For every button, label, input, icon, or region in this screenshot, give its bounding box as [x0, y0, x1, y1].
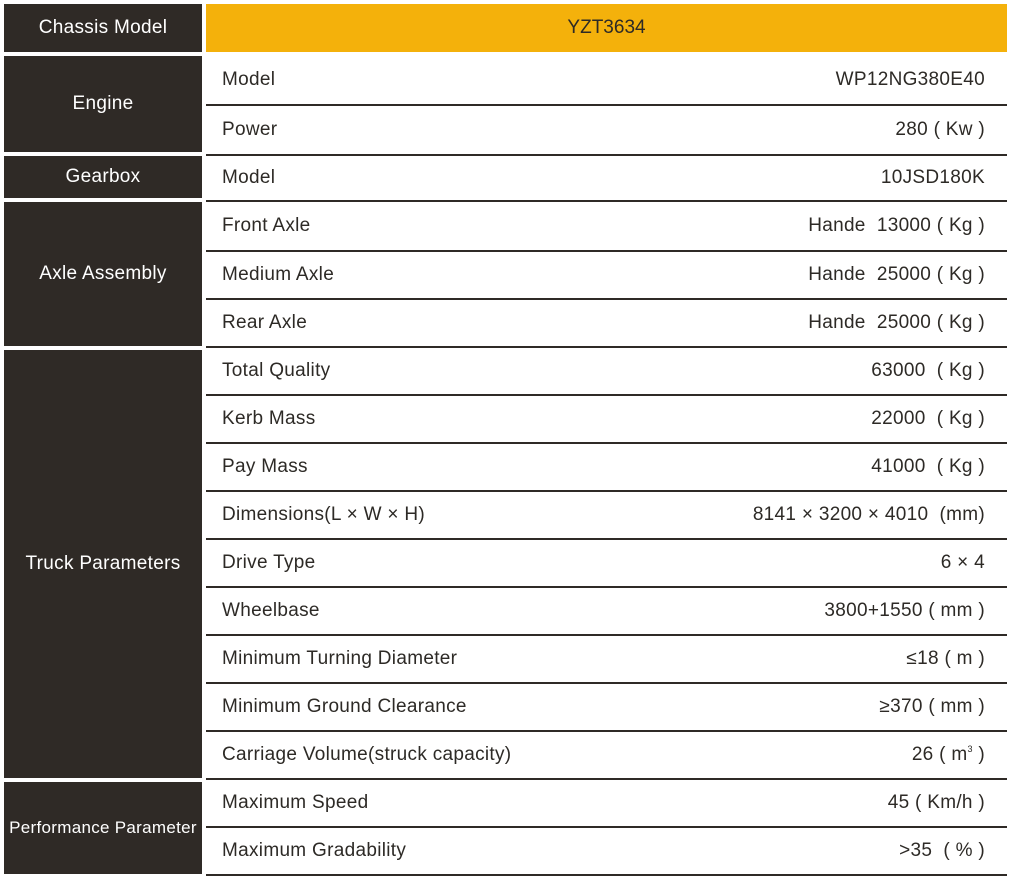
row-key: Model: [222, 69, 276, 90]
table-row: [206, 202, 1007, 252]
row-key: Total Quality: [222, 360, 331, 381]
table-row: [206, 252, 1007, 300]
row-key: Maximum Gradability: [222, 840, 407, 861]
table-row: [206, 56, 1007, 106]
row-value: WP12NG380E40: [835, 69, 985, 90]
row-key: Drive Type: [222, 552, 316, 573]
row-value: Hande 25000 ( Kg ): [808, 264, 985, 285]
row-value: 3800+1550 ( mm ): [824, 600, 985, 621]
row-value: 8141 × 3200 × 4010 (mm): [752, 504, 985, 525]
row-value: Hande 25000 ( Kg ): [808, 312, 985, 333]
row-key: Medium Axle: [222, 264, 335, 285]
row-key: Kerb Mass: [222, 408, 316, 429]
row-key: Model: [222, 167, 276, 188]
table-row: [206, 300, 1007, 348]
table-row: [206, 492, 1007, 540]
group-gearbox-label: Gearbox: [4, 156, 202, 198]
value-tail: ): [972, 744, 985, 765]
row-key: Minimum Ground Clearance: [222, 696, 467, 717]
row-key: Carriage Volume(struck capacity): [222, 744, 512, 765]
row-value: 45 ( Km/h ): [887, 792, 985, 813]
group-performance-parameter-label: Performance Parameter: [4, 782, 202, 874]
table-row: [206, 684, 1007, 732]
table-row: [206, 828, 1007, 876]
row-key: Front Axle: [222, 215, 311, 236]
row-value: 63000 ( Kg ): [871, 360, 985, 381]
table-row: [206, 106, 1007, 156]
row-value: 280 ( Kw ): [895, 119, 985, 140]
chassis-model-label: Chassis Model: [4, 4, 202, 52]
row-value: >35 ( % ): [899, 840, 985, 861]
table-row: [206, 540, 1007, 588]
row-value: 22000 ( Kg ): [871, 408, 985, 429]
table-row: [206, 396, 1007, 444]
row-key: Maximum Speed: [222, 792, 369, 813]
row-key: Pay Mass: [222, 456, 308, 477]
table-row: [206, 588, 1007, 636]
table-row: [206, 780, 1007, 828]
row-value: Hande 13000 ( Kg ): [808, 215, 985, 236]
value-superscript: 3: [967, 744, 973, 754]
row-key: Minimum Turning Diameter: [222, 648, 458, 669]
row-key: Power: [222, 119, 278, 140]
group-engine-label: Engine: [4, 56, 202, 152]
table-row: [206, 156, 1007, 202]
row-value: 6 × 4: [940, 552, 985, 573]
row-value: 41000 ( Kg ): [871, 456, 985, 477]
chassis-model-value: YZT3634: [206, 4, 1007, 52]
group-truck-parameters-label: Truck Parameters: [4, 350, 202, 778]
group-axle-assembly-label: Axle Assembly: [4, 202, 202, 346]
row-value: [912, 744, 1007, 766]
row-key: Rear Axle: [222, 312, 308, 333]
table-row: [206, 348, 1007, 396]
row-value: ≥370 ( mm ): [879, 696, 985, 717]
row-value: ≤18 ( m ): [906, 648, 985, 669]
row-key: Wheelbase: [222, 600, 320, 621]
row-value: 10JSD180K: [880, 167, 985, 188]
table-row: [206, 732, 1007, 780]
row-key: Dimensions(L × W × H): [222, 504, 426, 525]
table-row: [206, 636, 1007, 684]
table-row: [206, 444, 1007, 492]
value-main: 26 ( m: [911, 744, 968, 765]
